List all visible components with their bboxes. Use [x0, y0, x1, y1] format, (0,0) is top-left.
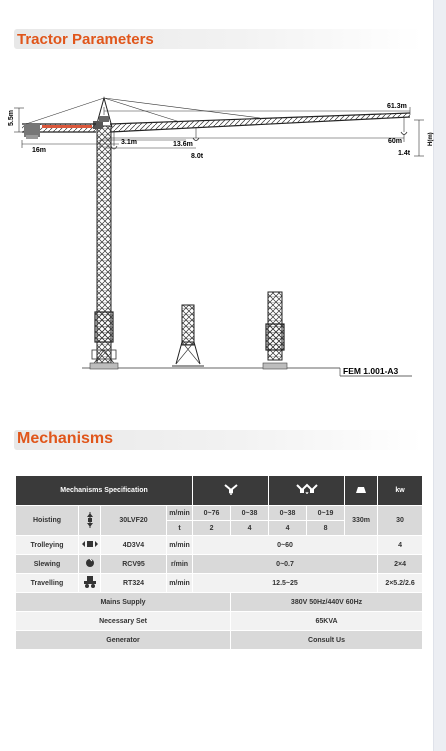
- header-spec: Mechanisms Specification: [16, 476, 193, 506]
- main-tower: [90, 126, 118, 369]
- hoisting-icon: [79, 506, 101, 536]
- hoisting-model: 30LVF20: [101, 506, 167, 536]
- hoisting-speed-2: 0~38: [231, 506, 269, 521]
- tractor-parameters-header: [14, 29, 422, 49]
- table-row: [16, 506, 423, 521]
- dim-tip-load: 1.4t: [398, 150, 411, 157]
- necessary-value: 65KVA: [231, 612, 423, 631]
- header-kw: kw: [378, 476, 423, 506]
- header-double-hook-icon: [269, 476, 345, 506]
- hoisting-speed-4: 0~19: [307, 506, 345, 521]
- trolleying-model: 4D3V4: [101, 536, 167, 555]
- mechanisms-header: [14, 430, 422, 450]
- trolleying-unit: m/min: [167, 536, 193, 555]
- hook-near: [111, 132, 117, 149]
- hoisting-unit-load: t: [167, 521, 193, 536]
- travelling-model: RT324: [101, 574, 167, 593]
- hoisting-speed-3: 0~38: [269, 506, 307, 521]
- slewing-name: Slewing: [16, 555, 79, 574]
- dim-tip-radius: 60m: [388, 138, 403, 145]
- hook-tip: [401, 118, 407, 135]
- hoisting-kw: 30: [378, 506, 423, 536]
- trolleying-icon: [79, 536, 101, 555]
- table-row: [16, 631, 423, 650]
- dim-side-height: H(m): [428, 132, 434, 146]
- hook-mid: [193, 128, 199, 141]
- dim-tower-offset: 3.1m: [121, 139, 137, 146]
- dim-mid-radius: 13.6m: [173, 141, 193, 148]
- scrollbar[interactable]: [433, 0, 446, 751]
- table-row: [16, 555, 423, 574]
- table-row: [16, 536, 423, 555]
- table-row: [16, 612, 423, 631]
- section-title: Mechanisms: [17, 430, 114, 447]
- trolleying-value: 0~60: [193, 536, 378, 555]
- standard-label: FEM 1.001-A3: [343, 366, 399, 376]
- dim-mid-load: 8.0t: [191, 153, 204, 160]
- hoisting-load-1: 2: [193, 521, 231, 536]
- dim-max-radius: 61.3m: [387, 103, 407, 110]
- travelling-unit: m/min: [167, 574, 193, 593]
- slewing-value: 0~0.7: [193, 555, 378, 574]
- table-row: [16, 574, 423, 593]
- slewing-model: RCV95: [101, 555, 167, 574]
- mechanisms-table: [15, 475, 423, 650]
- slewing-unit: r/min: [167, 555, 193, 574]
- table-row: [16, 593, 423, 612]
- header-rope-icon: [345, 476, 378, 506]
- travelling-value: 12.5~25: [193, 574, 378, 593]
- crane-diagram: [0, 80, 432, 390]
- dim-counter-jib: 16m: [32, 147, 47, 154]
- travelling-kw: 2×5.2/2.6: [378, 574, 423, 593]
- counter-jib: [22, 98, 104, 139]
- generator-value: Consult Us: [231, 631, 423, 650]
- slewing-icon: [79, 555, 101, 574]
- mains-label: Mains Supply: [16, 593, 231, 612]
- hoisting-load-3: 4: [269, 521, 307, 536]
- travelling-name: Travelling: [16, 574, 79, 593]
- necessary-label: Necessary Set: [16, 612, 231, 631]
- header-single-hook-icon: [193, 476, 269, 506]
- slewing-kw: 2×4: [378, 555, 423, 574]
- trolleying-name: Trolleying: [16, 536, 79, 555]
- hoisting-speed-1: 0~76: [193, 506, 231, 521]
- jib: [104, 98, 410, 132]
- dim-height-left: 5.5m: [8, 110, 15, 126]
- hoisting-rope: 330m: [345, 506, 378, 536]
- medium-tower: [263, 292, 287, 369]
- travelling-icon: [79, 574, 101, 593]
- hoisting-name: Hoisting: [16, 506, 79, 536]
- short-tower: [172, 305, 204, 366]
- hoisting-unit-speed: m/min: [167, 506, 193, 521]
- table-header-row: [16, 476, 423, 506]
- section-title: Tractor Parameters: [17, 31, 154, 48]
- generator-label: Generator: [16, 631, 231, 650]
- mains-value: 380V 50Hz/440V 60Hz: [231, 593, 423, 612]
- hoisting-load-4: 8: [307, 521, 345, 536]
- hoisting-load-2: 4: [231, 521, 269, 536]
- trolleying-kw: 4: [378, 536, 423, 555]
